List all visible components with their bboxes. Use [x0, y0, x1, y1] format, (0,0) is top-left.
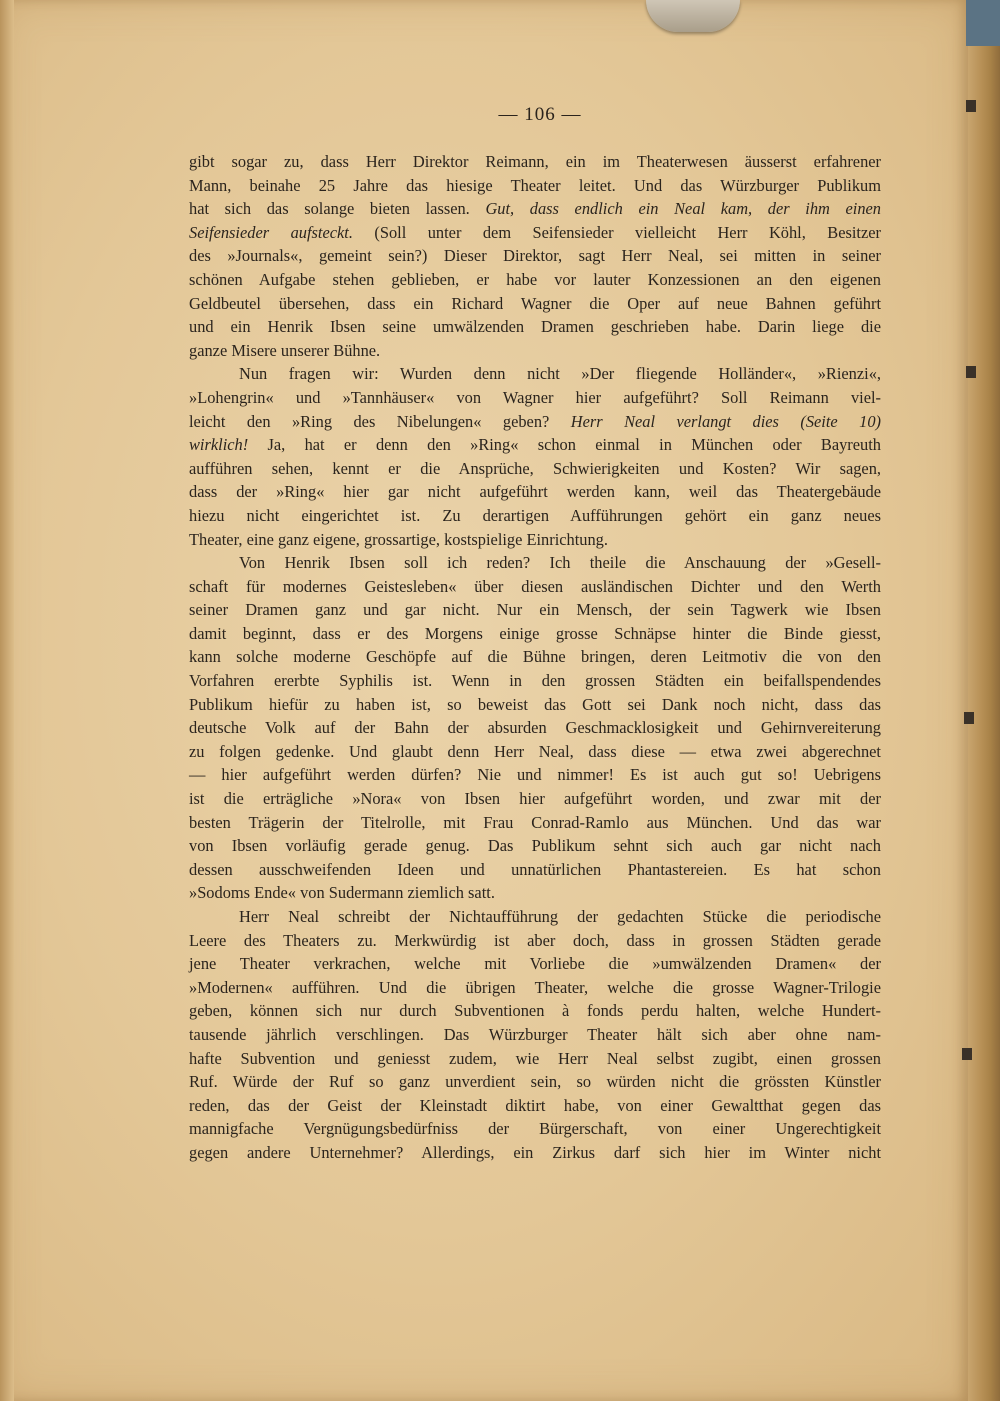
text-line: [189, 528, 881, 552]
edge-tab-mark: [966, 100, 976, 112]
text-line: [189, 244, 881, 268]
line-text: gibt sogar zu, dass Herr Direktor Reimann, ein im Theaterwesen äusserst erfahrener: [189, 152, 881, 171]
text-line: [189, 362, 881, 386]
line-text: geben, können sich nur durch Subventionen à fonds perdu halten, welche Hundert-: [189, 1001, 881, 1021]
text-line: [189, 763, 881, 787]
line-text: ganze Misere unserer Bühne.: [189, 340, 381, 360]
line-text: — hier aufgeführt werden dürfen? Nie und nimmer! Es ist auch gut so! Uebrigens: [189, 765, 881, 785]
cover-corner: [966, 0, 1000, 46]
text-line: [189, 787, 881, 811]
text-line: [189, 457, 881, 481]
page-stack-edge: [968, 0, 1000, 1401]
line-text: Geldbeutel übersehen, dass ein Richard Wagner die Oper auf neue Bahnen geführt: [189, 293, 881, 313]
text-line: [189, 858, 881, 882]
line-text: schönen Aufgabe stehen geblieben, er habe vor lauter Konzessionen an den eigenen: [189, 269, 881, 289]
line-text: kann solche moderne Geschöpfe auf die Bühne bringen, deren Leitmotiv die von den: [189, 647, 881, 667]
line-text: (Soll unter dem Seifensieder vielleicht Herr Köhl, Besitzer: [352, 222, 881, 242]
text-line: [189, 598, 881, 622]
text-line: [189, 669, 881, 693]
text-line: [189, 929, 881, 953]
line-text: ist die erträgliche »Nora« von Ibsen hier aufgeführt worden, und zwar mit der: [189, 789, 881, 809]
line-text: aufführen sehen, kennt er die Ansprüche, Schwierigkeiten und Kosten? Wir sagen,: [189, 458, 881, 478]
text-line: [189, 315, 881, 339]
page-number: — 106 —: [498, 104, 582, 125]
body-text: [189, 150, 881, 1165]
text-line: [189, 268, 881, 292]
text-line: [189, 905, 881, 929]
text-line: [189, 197, 881, 221]
line-text: reden, das der Geist der Kleinstadt diktirt habe, von einer Gewaltthat gegen das: [189, 1095, 881, 1115]
italic-phrase: Herr Neal verlangt dies (Seite 10): [570, 411, 881, 431]
line-text: von Ibsen vorläufig gerade genug. Das Publikum sehnt sich auch gar nicht nach: [189, 836, 881, 856]
edge-tab-mark: [964, 712, 974, 724]
text-line: [189, 999, 881, 1023]
text-line: [189, 622, 881, 646]
edge-tab-mark: [966, 366, 976, 378]
text-line: [189, 693, 881, 717]
line-text: hat sich das solange bieten lassen.: [189, 199, 486, 219]
line-text: Vorfahren ererbte Syphilis ist. Wenn in den grossen Städten ein beifallspendendes: [189, 671, 881, 691]
line-text: Ja, hat er denn den »Ring« schon einmal in München oder Bayreuth: [248, 435, 881, 455]
text-line: [189, 410, 881, 434]
line-text: tausende jährlich verschlingen. Das Würzburger Theater hält sich aber ohne nam-: [189, 1024, 881, 1044]
line-text: dessen ausschweifenden Ideen und unnatürlichen Phantastereien. Es hat schon: [189, 859, 881, 879]
text-line: [189, 834, 881, 858]
line-text: »Sodoms Ende« von Sudermann ziemlich satt.: [189, 883, 495, 903]
text-line: [189, 1141, 881, 1165]
text-line: [189, 1117, 881, 1141]
text-line: [189, 1023, 881, 1047]
text-line: [189, 292, 881, 316]
text-line: [189, 480, 881, 504]
line-text: deutsche Volk auf der Bahn der absurden Geschmacklosigkeit und Gehirnvereiterung: [189, 718, 881, 738]
line-text: mannigfache Vergnügungsbedürfniss der Bürgerschaft, von einer Ungerechtigkeit: [189, 1119, 881, 1139]
line-text: Mann, beinahe 25 Jahre das hiesige Theater leitet. Und das Würzburger Publikum: [189, 175, 881, 195]
text-line: [189, 551, 881, 575]
book-gutter: [0, 0, 14, 1401]
text-line: [189, 339, 881, 363]
text-line: [189, 386, 881, 410]
text-line: [189, 811, 881, 835]
text-line: [189, 952, 881, 976]
line-text: jene Theater verkrachen, welche mit Vorliebe die »umwälzenden Dramen« der: [189, 954, 881, 974]
line-text: hafte Subvention und geniesst zudem, wie Herr Neal selbst zugibt, einen grossen: [189, 1048, 881, 1068]
text-line: [189, 1094, 881, 1118]
line-text: zu folgen gedenke. Und glaubt denn Herr Neal, dass diese — etwa zwei abgerechnet: [189, 741, 881, 761]
line-text: Herr Neal schreibt der Nichtaufführung der gedachten Stücke die periodische: [239, 907, 881, 926]
line-text: leicht den »Ring des Nibelungen« geben?: [189, 411, 571, 431]
line-text: Ruf. Würde der Ruf so ganz unverdient sein, so würden nicht die grössten Künstler: [189, 1072, 881, 1092]
line-text: Nun fragen wir: Wurden denn nicht »Der fliegende Holländer«, »Rienzi«,: [239, 364, 881, 384]
italic-phrase: Seifensieder aufsteckt.: [189, 222, 353, 242]
text-line: [189, 575, 881, 599]
text-line: [189, 881, 881, 905]
line-text: Theater, eine ganz eigene, grossartige, kostspielige Einrichtung.: [189, 529, 608, 549]
line-text: »Modernen« aufführen. Und die übrigen Theater, welche die grosse Wagner-Trilogie: [189, 977, 881, 997]
line-text: Publikum hiefür zu haben ist, so beweist das Gott sei Dank noch nicht, dass das: [189, 694, 881, 714]
line-text: damit beginnt, dass er des Morgens einige grosse Schnäpse hinter die Binde giesst,: [189, 623, 881, 643]
line-text: Von Henrik Ibsen soll ich reden? Ich theile die Anschauung der »Gesell-: [239, 553, 881, 573]
italic-phrase: wirklich!: [189, 435, 249, 455]
line-text: Leere des Theaters zu. Merkwürdig ist aber doch, dass in grossen Städten gerade: [189, 930, 881, 950]
text-line: [189, 976, 881, 1000]
line-text: und ein Henrik Ibsen seine umwälzenden Dramen geschrieben habe. Darin liege die: [189, 317, 881, 337]
text-line: [189, 174, 881, 198]
line-text: »Lohengrin« und »Tannhäuser« von Wagner hier aufgeführt? Soll Reimann viel-: [189, 387, 881, 407]
line-text: gegen andere Unternehmer? Allerdings, ein Zirkus darf sich hier im Winter nicht: [189, 1142, 881, 1162]
text-line: [189, 504, 881, 528]
line-text: schaft für modernes Geistesleben« über diesen ausländischen Dichter und den Werth: [189, 576, 881, 596]
text-line: [189, 433, 881, 457]
text-line: [189, 1070, 881, 1094]
line-text: seiner Dramen ganz und gar nicht. Nur ein Mensch, der sein Tagwerk wie Ibsen: [189, 600, 881, 620]
text-line: [189, 716, 881, 740]
italic-phrase: Gut, dass endlich ein Neal kam, der ihm einen: [485, 199, 882, 219]
text-line: [189, 221, 881, 245]
text-line: [189, 740, 881, 764]
edge-tab-mark: [962, 1048, 972, 1060]
line-text: besten Trägerin der Titelrolle, mit Frau Conrad-Ramlo aus München. Und das war: [189, 812, 881, 832]
line-text: dass der »Ring« hier gar nicht aufgeführt werden kann, weil das Theatergebäude: [189, 482, 881, 502]
text-line: [189, 645, 881, 669]
line-text: des »Journals«, gemeint sein?) Dieser Direktor, sagt Herr Neal, sei mitten in seiner: [189, 246, 881, 266]
text-line: [189, 1047, 881, 1071]
text-line: [189, 150, 881, 174]
line-text: hiezu nicht eingerichtet ist. Zu derartigen Aufführungen gehört ein ganz neues: [189, 505, 881, 525]
